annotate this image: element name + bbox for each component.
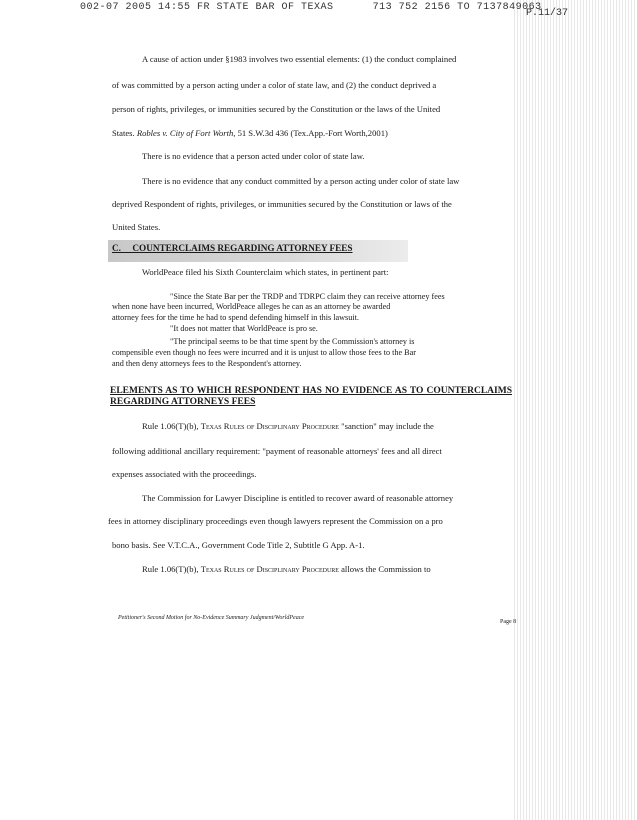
paragraph-line: The Commission for Lawyer Discipline is entitled to recover award of reasonable attorney [142, 493, 454, 503]
rule-cite: Rule 1.06(T)(b), [142, 564, 201, 574]
rule-cite: Rule 1.06(T)(b), [142, 421, 201, 431]
quote-line: "The principal seems to be that time spent by the Commission's attorney is [170, 337, 415, 346]
case-name: Robles v. City of Fort Worth [136, 128, 234, 138]
paragraph-line [142, 564, 431, 574]
paragraph-line: expenses associated with the proceedings. [112, 469, 257, 479]
footer-page-number: Page 8 [500, 619, 517, 625]
citation-prefix: States. [112, 128, 137, 138]
paragraph-line: There is no evidence that any conduct committed by a person acting under color of state law [142, 176, 460, 186]
paragraph-line: A cause of action under §1983 involves two essential elements: (1) the conduct complained [142, 54, 457, 64]
paragraph-line: There is no evidence that a person acted under color of state law. [142, 151, 365, 161]
paragraph-line: United States. [112, 222, 161, 232]
paragraph-line: bono basis. See V.T.C.A., Government Code Title 2, Subtitle G App. A-1. [112, 540, 365, 550]
citation-reporter: , 51 S.W.3d 436 (Tex.App.-Fort Worth,2001) [233, 128, 388, 138]
section-heading-elements: ELEMENTS AS TO WHICH RESPONDENT HAS NO EVIDENCE AS TO COUNTERCLAIMS REGARDING ATTORNEYS FEES [110, 386, 512, 407]
fax-header-sender: 002-07 2005 14:55 FR STATE BAR OF TEXAS [80, 2, 334, 13]
fax-header [80, 2, 567, 13]
rule-text: "sanction" may include the [338, 421, 434, 431]
paragraph-line [112, 128, 388, 138]
fax-page-number: P.11/37 [526, 8, 569, 19]
section-heading-c: C. COUNTERCLAIMS REGARDING ATTORNEY FEES [112, 243, 353, 253]
fax-header-numbers: 713 752 2156 TO 7137849063 [372, 2, 542, 13]
quote-line: compensible even though no fees were incurred and it is unjust to allow those fees to the Bar [112, 348, 416, 357]
paragraph-line: following additional ancillary requirement: "payment of reasonable attorneys' fees and all direct [112, 446, 442, 456]
paragraph-line: deprived Respondent of rights, privileges, or immunities secured by the Constitution or laws of the [112, 199, 452, 209]
rules-title: Texas Rules of Disciplinary Procedure [200, 564, 339, 574]
quote-line: "It does not matter that WorldPeace is pro se. [170, 324, 318, 333]
quote-line: "Since the State Bar per the TRDP and TDRPC claim they can receive attorney fees [170, 292, 445, 301]
quote-line: and then deny attorneys fees to the Respondent's attorney. [112, 359, 302, 368]
rule-text: allows the Commission to [338, 564, 431, 574]
paragraph-line: WorldPeace filed his Sixth Counterclaim which states, in pertinent part: [142, 267, 389, 277]
paragraph-line: of was committed by a person acting under a color of state law, and (2) the conduct deprived a [112, 80, 437, 90]
rules-title: Texas Rules of Disciplinary Procedure [200, 421, 339, 431]
quote-line: when none have been incurred, WorldPeace alleges he can as an attorney be awarded [112, 302, 391, 311]
paragraph-line: person of rights, privileges, or immunities secured by the Constitution or the laws of the United [112, 104, 441, 114]
quote-line: attorney fees for the time he had to spend defending himself in this lawsuit. [112, 313, 359, 322]
paragraph-line: fees in attorney disciplinary proceedings even though lawyers represent the Commission on a pro [108, 516, 443, 526]
footer-document-title: Petitioner's Second Motion for No-Evidence Summary Judgment/WorldPeace [118, 615, 305, 621]
fax-margin-artifact [512, 0, 637, 820]
paragraph-line [142, 421, 434, 431]
